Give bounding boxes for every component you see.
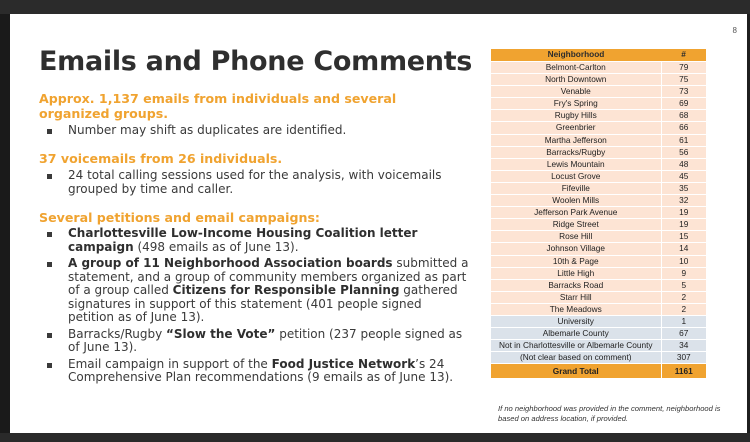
bullet-item [40,257,470,325]
count-cell: 1161 [661,364,706,379]
neighborhood-cell: Grand Total [491,364,661,379]
table-row [491,291,706,303]
table-row [491,255,706,267]
count-cell: 79 [661,62,706,74]
bullet-marker-icon [47,363,52,368]
bullet-item [40,328,470,355]
table-row [491,207,706,219]
count-cell: 1 [661,315,706,327]
count-cell: 19 [661,219,706,231]
table-row [491,267,706,279]
table-row [491,122,706,134]
neighborhood-cell: Locust Grove [491,170,661,182]
bullet-item [40,169,470,196]
window-bottom-strip [0,433,750,442]
table-row [491,170,706,182]
bullet-emphasis: A group of 11 Neighborhood Association boards [68,256,393,270]
neighborhood-cell: Woolen Mills [491,195,661,207]
neighborhood-cell: Not in Charlottesville or Albemarle County [491,340,661,352]
count-column-header: # [661,49,706,62]
bullet-marker-icon [47,129,52,134]
neighborhood-cell: Martha Jefferson [491,134,661,146]
bullet-marker-icon [47,333,52,338]
neighborhood-cell: Barracks Road [491,279,661,291]
table-row [491,352,706,364]
neighborhood-cell: Lewis Mountain [491,158,661,170]
count-cell: 15 [661,231,706,243]
bullet-text: Barracks/Rugby [68,326,166,341]
neighborhood-table [491,49,706,379]
neighborhood-cell: Rose Hill [491,231,661,243]
bullet-item [40,358,470,385]
table-row [491,315,706,327]
table-row [491,146,706,158]
table-row [491,98,706,110]
neighborhood-cell: Barracks/Rugby [491,146,661,158]
table-row [491,219,706,231]
neighborhood-cell: Venable [491,86,661,98]
bullet-text: 24 total calling sessions used for the analysis, with voicemails grouped by time and caller. [68,168,442,196]
neighborhood-cell: The Meadows [491,303,661,315]
count-cell: 69 [661,98,706,110]
bullet-text: Email campaign in support of the [68,356,272,371]
bullet-marker-icon [47,262,52,267]
count-cell: 32 [661,195,706,207]
table-row [491,158,706,170]
bullet-item [40,124,470,138]
count-cell: 61 [661,134,706,146]
neighborhood-cell: (Not clear based on comment) [491,352,661,364]
neighborhood-column-header: Neighborhood [491,49,661,62]
count-cell: 2 [661,303,706,315]
count-cell: 34 [661,340,706,352]
bullet-item [40,227,470,254]
table-row [491,86,706,98]
bullet-marker-icon [47,174,52,179]
neighborhood-cell: Rugby Hills [491,110,661,122]
emails-heading: Approx. 1,137 emails from individuals and several organized groups. [39,91,397,121]
slide-title: Emails and Phone Comments [39,46,473,77]
table-footnote: If no neighborhood was provided in the comment, neighborhood is based on address location, if provided. [498,404,721,423]
count-cell: 56 [661,146,706,158]
petitions-bullets [40,227,470,388]
grand-total-row [491,364,706,379]
count-cell: 10 [661,255,706,267]
neighborhood-cell: Little High [491,267,661,279]
count-cell: 307 [661,352,706,364]
bullet-text: submitted a statement, and a group of community members organized as part of a group called [68,256,469,297]
count-cell: 19 [661,207,706,219]
count-cell: 48 [661,158,706,170]
neighborhood-cell: North Downtown [491,74,661,86]
table-row [491,195,706,207]
count-cell: 73 [661,86,706,98]
neighborhood-cell: Albemarle County [491,328,661,340]
neighborhood-cell: University [491,315,661,327]
table-row [491,62,706,74]
count-cell: 2 [661,291,706,303]
neighborhood-cell: Starr Hill [491,291,661,303]
bullet-text: gathered signatures in support of this statement (401 people signed petition as of June 13). [68,283,458,324]
bullet-emphasis: “Slow the Vote” [166,326,276,341]
bullet-emphasis: Citizens for Responsible Planning [172,283,400,297]
table-row [491,74,706,86]
emails-bullets [40,124,470,141]
count-cell: 9 [661,267,706,279]
neighborhood-cell: Belmont-Carlton [491,62,661,74]
table-row [491,279,706,291]
bullet-emphasis: Charlottesville Low-Income Housing Coalition letter campaign [68,226,418,254]
page-number: 8 [732,26,737,35]
table-row [491,303,706,315]
neighborhood-cell: Fifeville [491,182,661,194]
count-cell: 75 [661,74,706,86]
bullet-text: Number may shift as duplicates are identified. [68,123,347,137]
voicemails-heading: 37 voicemails from 26 individuals. [39,151,283,166]
table-row [491,340,706,352]
count-cell: 14 [661,243,706,255]
petitions-heading: Several petitions and email campaigns: [39,210,320,225]
count-cell: 68 [661,110,706,122]
count-cell: 5 [661,279,706,291]
neighborhood-cell: Greenbrier [491,122,661,134]
bullet-text: ’s 24 Comprehensive Plan recommendations (9 emails as of June 13). [68,356,454,384]
neighborhood-cell: 10th & Page [491,255,661,267]
table-row [491,182,706,194]
voicemails-bullets [40,169,470,199]
neighborhood-cell: Ridge Street [491,219,661,231]
neighborhood-cell: Johnson Village [491,243,661,255]
count-cell: 67 [661,328,706,340]
table-row [491,328,706,340]
neighborhood-cell: Fry's Spring [491,98,661,110]
count-cell: 66 [661,122,706,134]
count-cell: 45 [661,170,706,182]
bullet-text: petition (237 people signed as of June 13). [68,326,463,354]
table-row [491,110,706,122]
neighborhood-cell: Jefferson Park Avenue [491,207,661,219]
table-row [491,134,706,146]
table-header-row [491,49,706,62]
table-row [491,243,706,255]
window-edge [0,14,10,434]
bullet-marker-icon [47,232,52,237]
bullet-emphasis: Food Justice Network [271,356,416,371]
table-row [491,231,706,243]
presentation-slide [10,14,747,433]
background-window-strip [0,0,750,14]
bullet-text: (498 emails as of June 13). [133,239,299,254]
count-cell: 35 [661,182,706,194]
